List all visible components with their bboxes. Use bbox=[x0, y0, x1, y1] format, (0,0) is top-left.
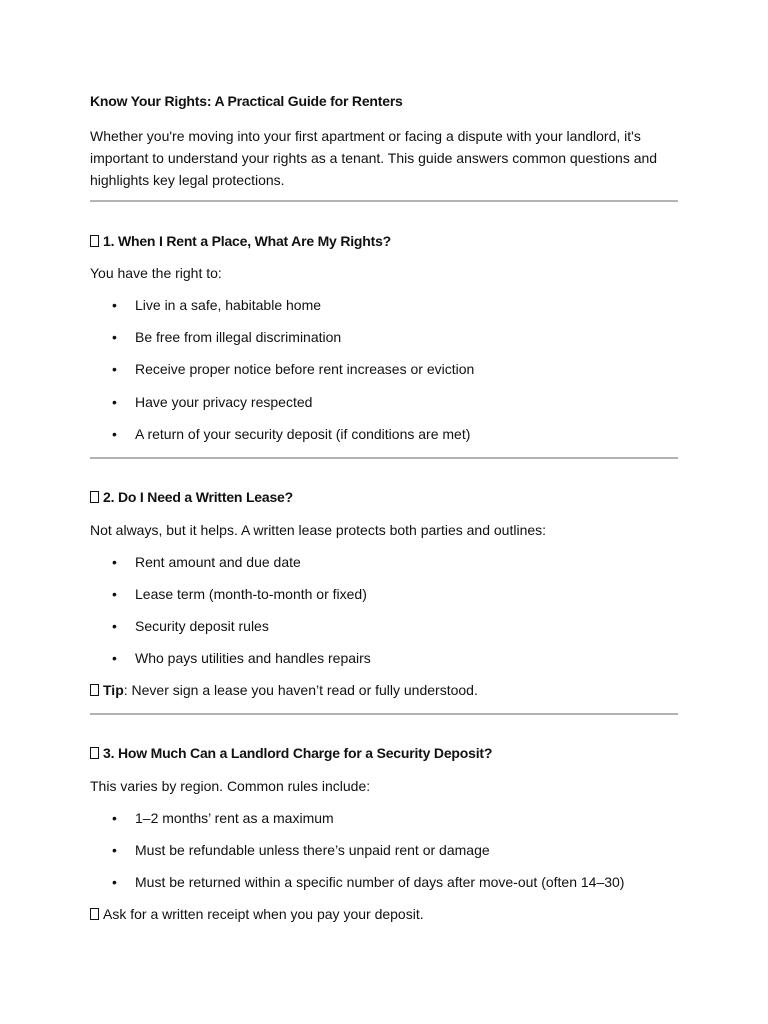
section-1-lead: You have the right to: bbox=[90, 265, 222, 281]
intro-paragraph: Whether you're moving into your first apartment or facing a dispute with your landlord, it's important to understand your rights as a tenant. This guide answers common questions and highlights key legal protections. bbox=[90, 128, 658, 188]
section-2-lead: Not always, but it helps. A written lease protects both parties and outlines: bbox=[90, 522, 547, 538]
bullet-icon: • bbox=[112, 618, 117, 634]
section-2-heading-text: 2. Do I Need a Written Lease? bbox=[103, 489, 293, 505]
section-3-lead: This varies by region. Common rules include: bbox=[90, 778, 371, 794]
section-2-heading bbox=[90, 489, 293, 505]
document-title: Know Your Rights: A Practical Guide for Renters bbox=[90, 93, 403, 109]
divider bbox=[90, 457, 678, 459]
divider bbox=[90, 200, 678, 202]
bullet-icon: • bbox=[112, 650, 117, 666]
placeholder-glyph-icon bbox=[90, 235, 99, 247]
section-1-heading-text: 1. When I Rent a Place, What Are My Rights? bbox=[103, 233, 392, 249]
section-3-heading bbox=[90, 745, 492, 761]
bullet-icon: • bbox=[112, 586, 117, 602]
bullet-icon: • bbox=[112, 394, 117, 410]
tip-line bbox=[90, 682, 478, 698]
section-1-heading bbox=[90, 233, 391, 249]
bullet-icon: • bbox=[112, 329, 117, 345]
deposit-note-text: Ask for a written receipt when you pay your deposit. bbox=[103, 906, 424, 922]
bullet-icon: • bbox=[112, 554, 117, 570]
bullet-icon: • bbox=[112, 842, 117, 858]
bullet-icon: • bbox=[112, 874, 117, 890]
placeholder-glyph-icon bbox=[90, 684, 99, 696]
bullet-icon: • bbox=[112, 297, 117, 313]
bullet-icon: • bbox=[112, 426, 117, 442]
section-3-heading-text: 3. How Much Can a Landlord Charge for a Security Deposit? bbox=[103, 745, 493, 761]
placeholder-glyph-icon bbox=[90, 491, 99, 503]
tip-label: Tip bbox=[103, 682, 124, 698]
tip-text: : Never sign a lease you haven’t read or fully understood. bbox=[123, 682, 478, 698]
placeholder-glyph-icon bbox=[90, 908, 99, 920]
bullet-icon: • bbox=[112, 361, 117, 377]
placeholder-glyph-icon bbox=[90, 747, 99, 759]
deposit-note bbox=[90, 906, 424, 922]
bullet-icon: • bbox=[112, 810, 117, 826]
divider bbox=[90, 713, 678, 715]
